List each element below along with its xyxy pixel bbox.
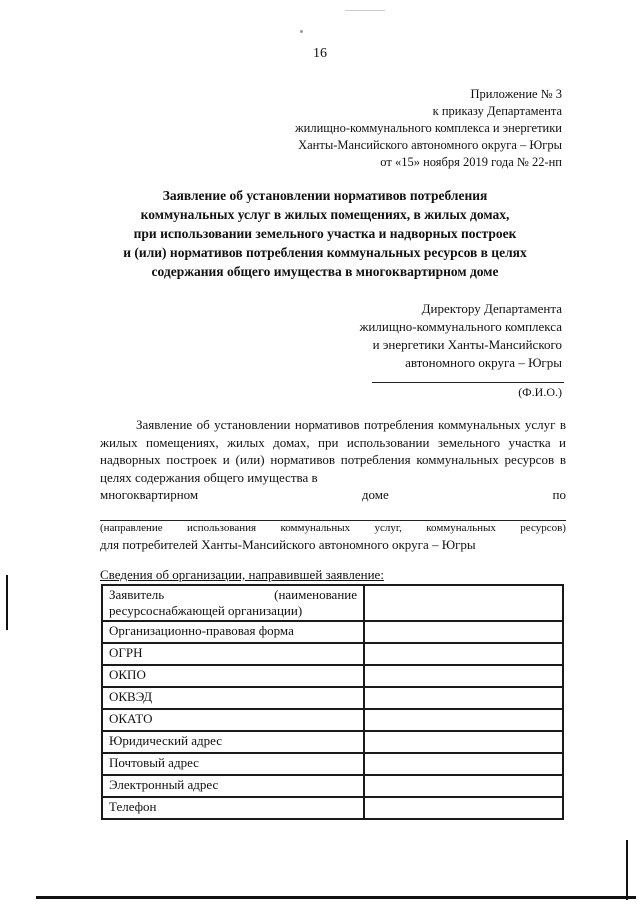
caption-word: услуг, [374, 522, 402, 534]
org-info-table [101, 584, 564, 820]
title-line: коммунальных услуг в жилых помещениях, в жилых домах, [140, 207, 510, 222]
scan-bottom-edge [36, 896, 636, 899]
appendix-line: жилищно-коммунального комплекса и энергетики [295, 121, 562, 135]
caption-word: коммунальных [280, 522, 351, 534]
row-label: ОКАТО [102, 709, 364, 731]
scan-margin-bar [6, 575, 8, 630]
row-value-cell[interactable] [364, 731, 563, 753]
appendix-line: Приложение № 3 [470, 87, 562, 101]
appendix-line: к приказу Департамента [432, 104, 562, 118]
caption-word: (направление [100, 522, 163, 534]
addressee-line: жилищно-коммунального комплекса [359, 319, 562, 334]
table-row [102, 585, 563, 621]
row-value-cell[interactable] [364, 753, 563, 775]
body-word: многоквартирном [100, 487, 199, 502]
applicant-label: Заявитель [109, 587, 165, 602]
caption-word: ресурсов) [520, 522, 566, 534]
document-title [90, 186, 560, 281]
direction-caption [100, 522, 566, 534]
row-label: Телефон [102, 797, 364, 819]
applicant-label-cell [102, 585, 364, 621]
page-number: 16 [313, 46, 327, 61]
row-label: Организационно-правовая форма [102, 621, 364, 643]
application-body [100, 416, 566, 504]
table-row [102, 731, 563, 753]
body-last-line [100, 486, 566, 504]
caption-word: коммунальных [426, 522, 496, 534]
fio-blank-line [372, 382, 564, 383]
consumers-line: для потребителей Ханты-Мансийского автономного округа – Югры [100, 537, 476, 552]
scan-margin-bar [626, 840, 628, 900]
table-row [102, 709, 563, 731]
row-label: ОКВЭД [102, 687, 364, 709]
row-value-cell[interactable] [364, 797, 563, 819]
row-value-cell[interactable] [364, 621, 563, 643]
direction-blank-line [100, 520, 566, 521]
org-info-caption: Сведения об организации, направившей заявление: [100, 567, 384, 582]
row-label: Юридический адрес [102, 731, 364, 753]
applicant-value-cell[interactable] [364, 585, 563, 621]
scan-speck [300, 30, 303, 33]
row-value-cell[interactable] [364, 709, 563, 731]
table-row [102, 797, 563, 819]
title-line: Заявление об установлении нормативов потребления [162, 188, 488, 203]
body-word: по [552, 487, 566, 502]
table-row [102, 621, 563, 643]
row-value-cell[interactable] [364, 687, 563, 709]
appendix-header [295, 86, 562, 171]
applicant-label-note-2: ресурсоснабжающей организации) [109, 603, 303, 618]
title-line: и (или) нормативов потребления коммунальных ресурсов в целях [123, 245, 527, 260]
fio-caption: (Ф.И.О.) [518, 385, 562, 399]
row-label: ОКПО [102, 665, 364, 687]
title-line: при использовании земельного участка и надворных построек [133, 226, 517, 241]
row-label: ОГРН [102, 643, 364, 665]
body-paragraph: Заявление об установлении нормативов потребления коммунальных услуг в жилых помещениях, жилых домах, при использовании земельного участка и надворных построек и (или) нормативов потребления коммунальных ресурсов в целях содержания общего имущества в [100, 417, 566, 485]
addressee-line: Директору Департамента [421, 301, 562, 316]
addressee-line: и энергетики Ханты-Мансийского [372, 337, 562, 352]
appendix-line: Ханты-Мансийского автономного округа – Югры [298, 138, 562, 152]
row-label: Электронный адрес [102, 775, 364, 797]
row-label: Почтовый адрес [102, 753, 364, 775]
addressee-block [359, 300, 562, 372]
table-row [102, 753, 563, 775]
table-row [102, 665, 563, 687]
title-line: содержания общего имущества в многоквартирном доме [151, 264, 499, 279]
applicant-label-note: (наименование [274, 587, 357, 602]
scan-speck [345, 10, 385, 11]
row-value-cell[interactable] [364, 643, 563, 665]
body-word: доме [361, 487, 389, 502]
table-row [102, 643, 563, 665]
caption-word: использования [187, 522, 257, 534]
table-row [102, 775, 563, 797]
row-value-cell[interactable] [364, 775, 563, 797]
row-value-cell[interactable] [364, 665, 563, 687]
appendix-line: от «15» ноября 2019 года № 22-нп [380, 155, 562, 169]
addressee-line: автономного округа – Югры [405, 355, 562, 370]
table-row [102, 687, 563, 709]
